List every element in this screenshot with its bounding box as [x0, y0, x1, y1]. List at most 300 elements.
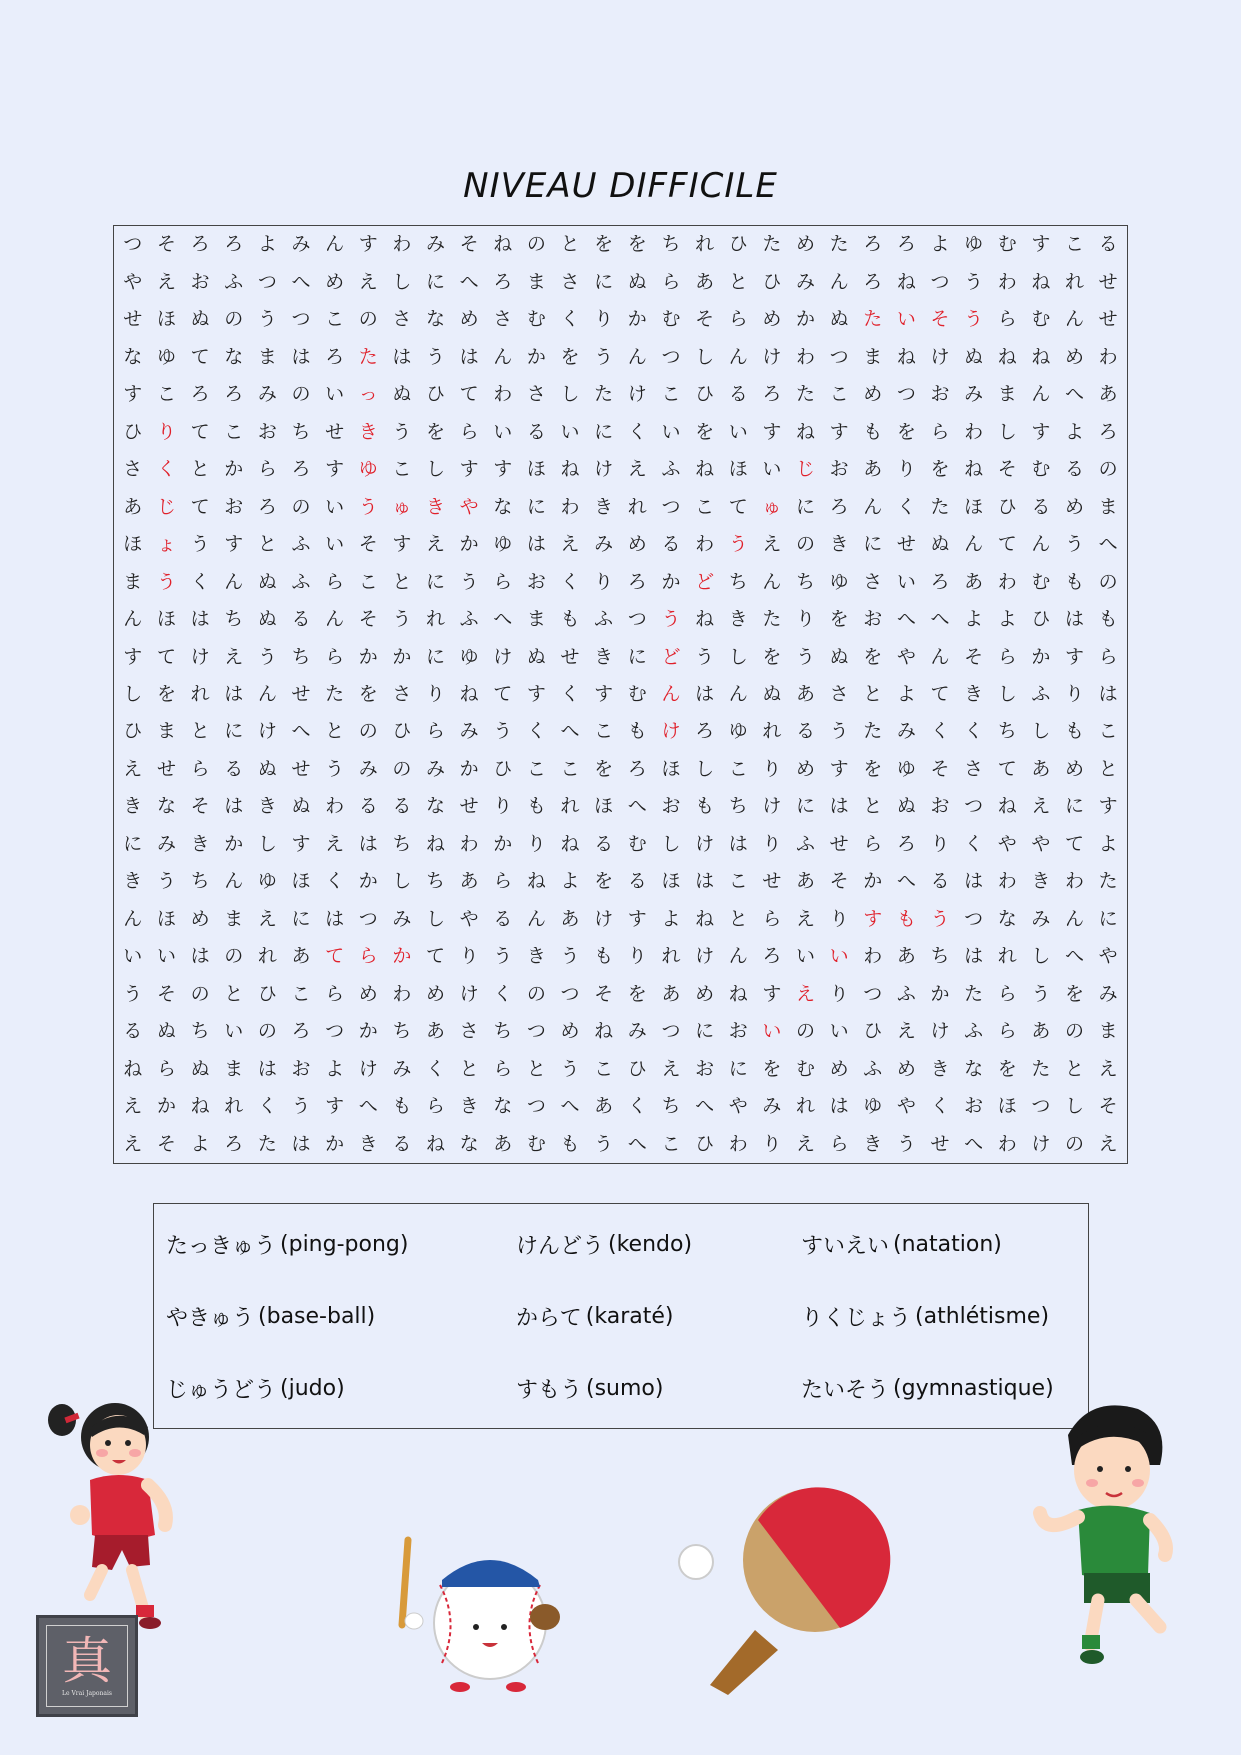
grid-cell[interactable]: ひ — [1031, 608, 1051, 631]
grid-cell[interactable]: る — [1031, 495, 1051, 518]
grid-cell[interactable]: よ — [190, 1132, 210, 1155]
grid-cell[interactable]: い — [762, 458, 782, 481]
grid-cell[interactable]: い — [661, 420, 681, 443]
grid-cell[interactable]: り — [829, 982, 849, 1005]
grid-cell[interactable]: ん — [930, 645, 950, 668]
grid-cell[interactable]: す — [627, 907, 647, 930]
grid-cell[interactable]: し — [392, 870, 412, 893]
grid-cell[interactable]: か — [526, 345, 546, 368]
grid-cell[interactable]: し — [1031, 720, 1051, 743]
grid-cell[interactable]: み — [257, 383, 277, 406]
grid-cell[interactable]: る — [392, 1132, 412, 1155]
grid-cell[interactable]: は — [695, 870, 715, 893]
grid-cell[interactable]: め — [795, 233, 815, 256]
grid-cell[interactable]: か — [493, 832, 513, 855]
grid-cell[interactable]: え — [1098, 1057, 1118, 1080]
grid-cell[interactable]: す — [325, 1095, 345, 1118]
grid-cell[interactable]: し — [123, 682, 143, 705]
grid-cell[interactable]: え — [1098, 1132, 1118, 1155]
grid-cell[interactable]: ふ — [291, 533, 311, 556]
grid-cell[interactable]: ほ — [661, 870, 681, 893]
grid-cell[interactable]: わ — [728, 1132, 748, 1155]
grid-cell[interactable]: に — [1098, 907, 1118, 930]
grid-cell[interactable]: ひ — [426, 383, 446, 406]
grid-cell[interactable]: は — [1098, 682, 1118, 705]
grid-cell[interactable]: り — [426, 682, 446, 705]
grid-cell[interactable]: あ — [795, 870, 815, 893]
grid-cell[interactable]: せ — [459, 795, 479, 818]
grid-cell[interactable]: ね — [997, 345, 1017, 368]
grid-cell[interactable]: わ — [863, 945, 883, 968]
grid-cell[interactable]: を — [156, 682, 176, 705]
grid-cell[interactable]: み — [627, 1020, 647, 1043]
grid-cell[interactable]: よ — [997, 608, 1017, 631]
grid-cell[interactable]: う — [964, 270, 984, 293]
grid-cell[interactable]: る — [1098, 233, 1118, 256]
grid-cell[interactable]: る — [661, 533, 681, 556]
grid-cell[interactable]: は — [459, 345, 479, 368]
grid-cell[interactable]: り — [762, 832, 782, 855]
grid-cell[interactable]: ろ — [695, 720, 715, 743]
grid-cell[interactable]: そ — [156, 233, 176, 256]
grid-cell[interactable]: め — [627, 533, 647, 556]
grid-cell[interactable]: く — [426, 1057, 446, 1080]
grid-cell[interactable]: の — [291, 495, 311, 518]
grid-cell[interactable]: た — [594, 383, 614, 406]
grid-cell[interactable]: り — [829, 907, 849, 930]
grid-cell[interactable]: て — [426, 945, 446, 968]
grid-cell[interactable]: へ — [695, 1095, 715, 1118]
grid-cell[interactable]: を — [560, 345, 580, 368]
grid-cell[interactable]: い — [829, 945, 849, 968]
grid-cell[interactable]: や — [459, 495, 479, 518]
grid-cell[interactable]: ひ — [762, 270, 782, 293]
grid-cell[interactable]: さ — [964, 757, 984, 780]
grid-cell[interactable]: ほ — [997, 1095, 1017, 1118]
grid-cell[interactable]: ま — [1098, 1020, 1118, 1043]
grid-cell[interactable]: ろ — [224, 233, 244, 256]
grid-cell[interactable]: す — [863, 907, 883, 930]
grid-cell[interactable]: こ — [661, 1132, 681, 1155]
grid-cell[interactable]: ち — [728, 795, 748, 818]
grid-cell[interactable]: く — [156, 458, 176, 481]
grid-cell[interactable]: ぬ — [627, 270, 647, 293]
grid-cell[interactable]: を — [358, 682, 378, 705]
grid-cell[interactable]: へ — [930, 608, 950, 631]
grid-cell[interactable]: る — [930, 870, 950, 893]
grid-cell[interactable]: を — [762, 645, 782, 668]
grid-cell[interactable]: さ — [560, 270, 580, 293]
grid-cell[interactable]: ん — [964, 533, 984, 556]
grid-cell[interactable]: を — [997, 1057, 1017, 1080]
grid-cell[interactable]: み — [762, 1095, 782, 1118]
grid-cell[interactable]: ら — [728, 308, 748, 331]
grid-cell[interactable]: つ — [291, 308, 311, 331]
grid-cell[interactable]: ね — [896, 345, 916, 368]
grid-cell[interactable]: わ — [392, 982, 412, 1005]
grid-cell[interactable]: わ — [695, 533, 715, 556]
grid-cell[interactable]: ろ — [325, 345, 345, 368]
grid-cell[interactable]: ぬ — [257, 757, 277, 780]
grid-cell[interactable]: か — [930, 982, 950, 1005]
grid-cell[interactable]: け — [358, 1057, 378, 1080]
grid-cell[interactable]: な — [964, 1057, 984, 1080]
grid-cell[interactable]: も — [863, 420, 883, 443]
grid-cell[interactable]: み — [594, 533, 614, 556]
grid-cell[interactable]: い — [560, 420, 580, 443]
grid-cell[interactable]: め — [459, 308, 479, 331]
grid-cell[interactable]: く — [627, 420, 647, 443]
grid-cell[interactable]: ち — [291, 420, 311, 443]
grid-cell[interactable]: て — [190, 345, 210, 368]
grid-cell[interactable]: へ — [560, 720, 580, 743]
grid-cell[interactable]: る — [1065, 458, 1085, 481]
grid-cell[interactable]: の — [526, 982, 546, 1005]
grid-cell[interactable]: て — [493, 682, 513, 705]
grid-cell[interactable]: て — [997, 533, 1017, 556]
grid-cell[interactable]: わ — [997, 1132, 1017, 1155]
grid-cell[interactable]: ね — [964, 458, 984, 481]
grid-cell[interactable]: え — [1031, 795, 1051, 818]
grid-cell[interactable]: も — [1098, 608, 1118, 631]
grid-cell[interactable]: う — [358, 495, 378, 518]
grid-cell[interactable]: ど — [695, 570, 715, 593]
grid-cell[interactable]: せ — [762, 870, 782, 893]
grid-cell[interactable]: ら — [997, 1020, 1017, 1043]
grid-cell[interactable]: ん — [728, 945, 748, 968]
grid-cell[interactable]: く — [493, 982, 513, 1005]
grid-cell[interactable]: ひ — [695, 383, 715, 406]
grid-cell[interactable]: か — [863, 870, 883, 893]
grid-cell[interactable]: を — [930, 458, 950, 481]
grid-cell[interactable]: へ — [896, 870, 916, 893]
grid-cell[interactable]: ん — [829, 270, 849, 293]
grid-cell[interactable]: ゆ — [358, 458, 378, 481]
grid-cell[interactable]: ゅ — [762, 495, 782, 518]
grid-cell[interactable]: へ — [627, 1132, 647, 1155]
grid-cell[interactable]: ど — [661, 645, 681, 668]
grid-cell[interactable]: よ — [930, 233, 950, 256]
grid-cell[interactable]: ち — [224, 608, 244, 631]
grid-cell[interactable]: め — [829, 1057, 849, 1080]
grid-cell[interactable]: ぬ — [930, 533, 950, 556]
grid-cell[interactable]: ね — [1031, 345, 1051, 368]
grid-cell[interactable]: や — [896, 1095, 916, 1118]
grid-cell[interactable]: れ — [224, 1095, 244, 1118]
grid-cell[interactable]: そ — [930, 308, 950, 331]
grid-cell[interactable]: い — [325, 533, 345, 556]
grid-cell[interactable]: あ — [426, 1020, 446, 1043]
grid-cell[interactable]: く — [930, 1095, 950, 1118]
grid-cell[interactable]: へ — [627, 795, 647, 818]
grid-cell[interactable]: あ — [695, 270, 715, 293]
grid-cell[interactable]: ゆ — [728, 720, 748, 743]
grid-cell[interactable]: れ — [1065, 270, 1085, 293]
grid-cell[interactable]: た — [829, 233, 849, 256]
grid-cell[interactable]: つ — [627, 608, 647, 631]
grid-cell[interactable]: ろ — [224, 1132, 244, 1155]
grid-cell[interactable]: は — [291, 1132, 311, 1155]
grid-cell[interactable]: へ — [964, 1132, 984, 1155]
grid-cell[interactable]: ね — [695, 907, 715, 930]
grid-cell[interactable]: り — [493, 795, 513, 818]
grid-cell[interactable]: え — [156, 270, 176, 293]
grid-cell[interactable]: け — [762, 795, 782, 818]
grid-cell[interactable]: ろ — [896, 832, 916, 855]
grid-cell[interactable]: さ — [829, 682, 849, 705]
grid-cell[interactable]: こ — [829, 383, 849, 406]
grid-cell[interactable]: ち — [661, 233, 681, 256]
grid-cell[interactable]: く — [964, 720, 984, 743]
grid-cell[interactable]: る — [493, 907, 513, 930]
grid-cell[interactable]: わ — [392, 233, 412, 256]
grid-cell[interactable]: ほ — [123, 533, 143, 556]
grid-cell[interactable]: お — [291, 1057, 311, 1080]
grid-cell[interactable]: ひ — [728, 233, 748, 256]
grid-cell[interactable]: ろ — [190, 233, 210, 256]
grid-cell[interactable]: や — [728, 1095, 748, 1118]
grid-cell[interactable]: し — [560, 383, 580, 406]
grid-cell[interactable]: れ — [661, 945, 681, 968]
grid-cell[interactable]: に — [594, 420, 614, 443]
grid-cell[interactable]: わ — [459, 832, 479, 855]
grid-cell[interactable]: ね — [1031, 270, 1051, 293]
grid-cell[interactable]: ひ — [392, 720, 412, 743]
grid-cell[interactable]: す — [123, 645, 143, 668]
grid-cell[interactable]: せ — [291, 757, 311, 780]
grid-cell[interactable]: ゆ — [459, 645, 479, 668]
grid-cell[interactable]: は — [358, 832, 378, 855]
grid-cell[interactable]: す — [224, 533, 244, 556]
grid-cell[interactable]: ん — [627, 345, 647, 368]
grid-cell[interactable]: い — [325, 383, 345, 406]
grid-cell[interactable]: せ — [1098, 308, 1118, 331]
grid-cell[interactable]: か — [358, 645, 378, 668]
grid-cell[interactable]: た — [762, 233, 782, 256]
grid-cell[interactable]: や — [997, 832, 1017, 855]
grid-cell[interactable]: に — [795, 495, 815, 518]
grid-cell[interactable]: め — [863, 383, 883, 406]
grid-cell[interactable]: ろ — [627, 570, 647, 593]
grid-cell[interactable]: か — [224, 458, 244, 481]
grid-cell[interactable]: う — [795, 645, 815, 668]
grid-cell[interactable]: う — [661, 608, 681, 631]
grid-cell[interactable]: を — [627, 233, 647, 256]
grid-cell[interactable]: ん — [325, 233, 345, 256]
grid-cell[interactable]: に — [795, 795, 815, 818]
grid-cell[interactable]: る — [627, 870, 647, 893]
grid-cell[interactable]: な — [459, 1132, 479, 1155]
grid-cell[interactable]: そ — [594, 982, 614, 1005]
grid-cell[interactable]: て — [1065, 832, 1085, 855]
grid-cell[interactable]: わ — [325, 795, 345, 818]
grid-cell[interactable]: の — [190, 982, 210, 1005]
grid-cell[interactable]: ゆ — [493, 533, 513, 556]
grid-cell[interactable]: く — [560, 570, 580, 593]
grid-cell[interactable]: え — [762, 533, 782, 556]
grid-cell[interactable]: ふ — [1031, 682, 1051, 705]
grid-cell[interactable]: く — [627, 1095, 647, 1118]
grid-cell[interactable]: き — [190, 832, 210, 855]
grid-cell[interactable]: そ — [964, 645, 984, 668]
grid-cell[interactable]: れ — [795, 1095, 815, 1118]
grid-cell[interactable]: し — [728, 645, 748, 668]
grid-cell[interactable]: き — [459, 1095, 479, 1118]
grid-cell[interactable]: と — [325, 720, 345, 743]
grid-cell[interactable]: ら — [493, 870, 513, 893]
grid-cell[interactable]: ぬ — [190, 1057, 210, 1080]
grid-cell[interactable]: せ — [896, 533, 916, 556]
grid-cell[interactable]: と — [863, 795, 883, 818]
grid-cell[interactable]: る — [594, 832, 614, 855]
grid-cell[interactable]: れ — [762, 720, 782, 743]
grid-cell[interactable]: へ — [896, 608, 916, 631]
grid-cell[interactable]: い — [762, 1020, 782, 1043]
grid-cell[interactable]: き — [863, 1132, 883, 1155]
grid-cell[interactable]: た — [863, 720, 883, 743]
grid-cell[interactable]: り — [526, 832, 546, 855]
grid-cell[interactable]: す — [123, 383, 143, 406]
grid-cell[interactable]: は — [224, 682, 244, 705]
grid-cell[interactable]: み — [426, 233, 446, 256]
grid-cell[interactable]: ね — [896, 270, 916, 293]
grid-cell[interactable]: け — [459, 982, 479, 1005]
grid-cell[interactable]: え — [560, 533, 580, 556]
grid-cell[interactable]: ら — [190, 757, 210, 780]
grid-cell[interactable]: の — [1065, 1132, 1085, 1155]
grid-cell[interactable]: ね — [795, 420, 815, 443]
grid-cell[interactable]: ま — [224, 1057, 244, 1080]
grid-cell[interactable]: そ — [930, 757, 950, 780]
grid-cell[interactable]: す — [1031, 233, 1051, 256]
grid-cell[interactable]: れ — [426, 608, 446, 631]
grid-cell[interactable]: へ — [291, 720, 311, 743]
grid-cell[interactable]: は — [224, 795, 244, 818]
grid-cell[interactable]: た — [795, 383, 815, 406]
grid-cell[interactable]: ん — [123, 608, 143, 631]
grid-cell[interactable]: き — [526, 945, 546, 968]
grid-cell[interactable]: ま — [863, 345, 883, 368]
grid-cell[interactable]: そ — [190, 795, 210, 818]
grid-cell[interactable]: を — [594, 757, 614, 780]
grid-cell[interactable]: く — [964, 832, 984, 855]
grid-cell[interactable]: れ — [627, 495, 647, 518]
grid-cell[interactable]: ゆ — [156, 345, 176, 368]
grid-cell[interactable]: な — [493, 1095, 513, 1118]
grid-cell[interactable]: ち — [795, 570, 815, 593]
grid-cell[interactable]: つ — [526, 1095, 546, 1118]
grid-cell[interactable]: ょ — [156, 533, 176, 556]
grid-cell[interactable]: さ — [459, 1020, 479, 1043]
grid-cell[interactable]: う — [1031, 982, 1051, 1005]
grid-cell[interactable]: す — [493, 458, 513, 481]
grid-cell[interactable]: い — [896, 308, 916, 331]
grid-cell[interactable]: ふ — [594, 608, 614, 631]
grid-cell[interactable]: か — [392, 645, 412, 668]
grid-cell[interactable]: ひ — [493, 757, 513, 780]
grid-cell[interactable]: え — [661, 1057, 681, 1080]
grid-cell[interactable]: ほ — [156, 608, 176, 631]
grid-cell[interactable]: り — [762, 757, 782, 780]
grid-cell[interactable]: ね — [695, 458, 715, 481]
grid-cell[interactable]: ふ — [863, 1057, 883, 1080]
grid-cell[interactable]: む — [1031, 570, 1051, 593]
grid-cell[interactable]: っ — [358, 383, 378, 406]
grid-cell[interactable]: め — [190, 907, 210, 930]
grid-cell[interactable]: た — [325, 682, 345, 705]
grid-cell[interactable]: ろ — [224, 383, 244, 406]
grid-cell[interactable]: む — [1031, 308, 1051, 331]
grid-cell[interactable]: う — [594, 345, 614, 368]
grid-cell[interactable]: ら — [1098, 645, 1118, 668]
grid-cell[interactable]: り — [896, 458, 916, 481]
grid-cell[interactable]: あ — [493, 1132, 513, 1155]
grid-cell[interactable]: れ — [560, 795, 580, 818]
grid-cell[interactable]: せ — [930, 1132, 950, 1155]
grid-cell[interactable]: む — [526, 308, 546, 331]
grid-cell[interactable]: き — [594, 645, 614, 668]
grid-cell[interactable]: う — [1065, 533, 1085, 556]
grid-cell[interactable]: ろ — [863, 270, 883, 293]
grid-cell[interactable]: む — [997, 233, 1017, 256]
grid-cell[interactable]: め — [1065, 345, 1085, 368]
grid-cell[interactable]: す — [358, 233, 378, 256]
grid-cell[interactable]: ね — [123, 1057, 143, 1080]
grid-cell[interactable]: う — [829, 720, 849, 743]
grid-cell[interactable]: ね — [459, 682, 479, 705]
grid-cell[interactable]: む — [627, 682, 647, 705]
grid-cell[interactable]: た — [930, 495, 950, 518]
grid-cell[interactable]: は — [695, 682, 715, 705]
grid-cell[interactable]: く — [560, 682, 580, 705]
grid-cell[interactable]: お — [930, 795, 950, 818]
grid-cell[interactable]: ぬ — [762, 682, 782, 705]
grid-cell[interactable]: ね — [594, 1020, 614, 1043]
grid-cell[interactable]: あ — [123, 495, 143, 518]
grid-cell[interactable]: ひ — [123, 420, 143, 443]
grid-cell[interactable]: は — [392, 345, 412, 368]
grid-cell[interactable]: き — [964, 682, 984, 705]
grid-cell[interactable]: も — [1065, 570, 1085, 593]
grid-cell[interactable]: ひ — [695, 1132, 715, 1155]
grid-cell[interactable]: こ — [661, 383, 681, 406]
grid-cell[interactable]: か — [392, 945, 412, 968]
grid-cell[interactable]: え — [795, 1132, 815, 1155]
grid-cell[interactable]: こ — [1065, 233, 1085, 256]
grid-cell[interactable]: ん — [325, 608, 345, 631]
grid-cell[interactable]: か — [459, 757, 479, 780]
grid-cell[interactable]: り — [594, 570, 614, 593]
grid-cell[interactable]: に — [224, 720, 244, 743]
grid-cell[interactable]: つ — [863, 982, 883, 1005]
grid-cell[interactable]: ゆ — [896, 757, 916, 780]
grid-cell[interactable]: も — [594, 945, 614, 968]
grid-cell[interactable]: の — [224, 308, 244, 331]
grid-cell[interactable]: う — [493, 720, 513, 743]
grid-cell[interactable]: ら — [930, 420, 950, 443]
grid-cell[interactable]: を — [594, 233, 614, 256]
grid-cell[interactable]: う — [560, 945, 580, 968]
grid-cell[interactable]: ち — [426, 870, 446, 893]
grid-cell[interactable]: め — [795, 757, 815, 780]
grid-cell[interactable]: に — [627, 645, 647, 668]
grid-cell[interactable]: あ — [1098, 383, 1118, 406]
grid-cell[interactable]: こ — [728, 757, 748, 780]
grid-cell[interactable]: き — [728, 608, 748, 631]
grid-cell[interactable]: り — [930, 832, 950, 855]
grid-cell[interactable]: る — [795, 720, 815, 743]
grid-cell[interactable]: も — [896, 907, 916, 930]
